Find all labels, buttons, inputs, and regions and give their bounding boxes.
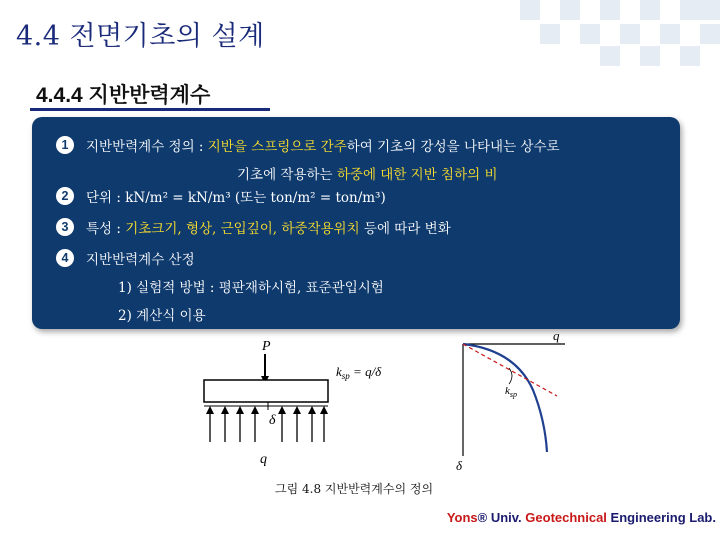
header-decoration-square <box>580 24 600 44</box>
header-decoration-square <box>520 0 540 20</box>
page-title: 4.4 전면기초의 설계 <box>16 21 265 52</box>
item-number-1: 1 <box>56 136 74 154</box>
header-decoration-square <box>620 24 640 44</box>
footer-part-3: Geotechnical <box>525 510 607 525</box>
item-number-2: 2 <box>56 187 74 205</box>
item-1-line-2 <box>237 163 498 183</box>
section-underline <box>30 108 270 111</box>
header-decoration-square <box>660 24 680 44</box>
slope-arc <box>509 368 512 384</box>
load-settlement-curve <box>445 330 575 475</box>
footer-lab-name <box>447 510 716 525</box>
item-4-line <box>86 248 195 268</box>
formula-label: $k_{sp} = q/\delta$ <box>336 364 382 381</box>
footer-part-2: Univ. <box>487 510 526 525</box>
header-decoration-square <box>600 0 620 20</box>
footing-diagram <box>190 330 430 470</box>
item-2-text-b: N/m² = kN/m³ (또는 ton/m² = ton/m³) <box>133 190 386 206</box>
item-3-text-a: 특성 : <box>86 221 126 237</box>
item-1-text-b: 하여 기초의 강성을 나타내는 상수로 <box>346 139 560 155</box>
header-decoration-square <box>640 46 660 66</box>
header-decoration-square <box>700 0 720 20</box>
item-4-text: 지반반력계수 산정 <box>86 252 195 268</box>
header-decoration-square <box>640 0 660 20</box>
header-decoration-square <box>680 0 700 20</box>
item-2-line <box>86 186 386 206</box>
axis-delta-label: δ <box>456 458 463 473</box>
header-decoration-square <box>560 0 580 20</box>
reaction-label: q <box>260 452 267 467</box>
section-title: 4.4.4 지반반력계수 <box>36 84 211 107</box>
item-3-highlight: 기초크기, 형상, 근입깊이, 하중작용위치 <box>125 221 360 237</box>
figure-caption: 그림 4.8 지반반력계수의 정의 <box>275 482 434 496</box>
method-2: 2) 계산식 이용 <box>118 308 206 324</box>
header-decoration-square <box>700 24 720 44</box>
header-decoration-square <box>540 24 560 44</box>
item-number-4: 4 <box>56 249 74 267</box>
item-3-text-b: 등에 따라 변화 <box>359 221 451 237</box>
method-1: 1) 실험적 방법 : 평판재하시험, 표준관입시험 <box>118 280 384 296</box>
item-3-line <box>86 217 451 237</box>
curve <box>463 344 547 452</box>
item-1-text-c: 기초에 작용하는 <box>237 167 337 183</box>
axis-q-label: q <box>553 330 560 343</box>
reaction-arrows <box>210 410 324 442</box>
header-decoration-square <box>680 46 700 66</box>
footer-symbol: ® <box>477 510 488 525</box>
item-number-3: 3 <box>56 218 74 236</box>
load-label: P <box>262 339 271 354</box>
item-1-highlight-a: 지반을 스프링으로 간주 <box>207 139 347 155</box>
footer-part-4: Engineering Lab. <box>606 510 716 525</box>
footer-part-1: Yons <box>446 510 478 525</box>
item-2-text-a: 단위 : k <box>86 190 134 206</box>
item-1-line-1 <box>86 135 560 155</box>
item-1-text-a: 지반반력계수 정의 : <box>86 139 208 155</box>
header-decoration-square <box>600 46 620 66</box>
settlement-label: δ <box>269 413 276 428</box>
footing <box>204 380 328 402</box>
item-1-highlight-b: 하중에 대한 지반 침하의 비 <box>336 167 498 183</box>
slope-label: $k_{sp}$ <box>505 385 518 399</box>
